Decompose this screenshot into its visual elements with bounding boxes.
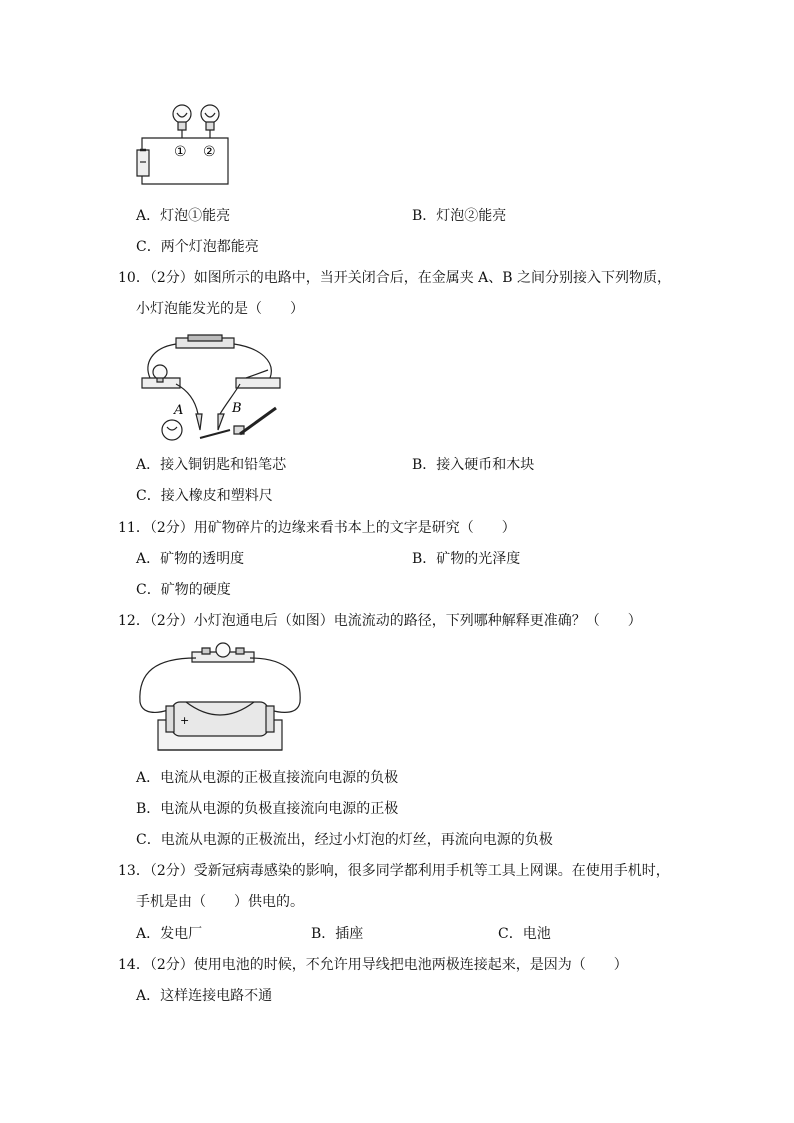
q9-bulb1-label: ① xyxy=(174,144,187,160)
q10-circuit-figure xyxy=(136,334,286,444)
q14-option-a[interactable]: A．这样连接电路不通 xyxy=(136,988,273,1004)
q10-stem-line1: 10．（2分）如图所示的电路中，当开关闭合后，在金属夹 A、B 之间分别接入下列物质， xyxy=(118,270,672,286)
q10-option-b[interactable]: B．接入硬币和木块 xyxy=(412,457,535,473)
q13-option-a[interactable]: A．发电厂 xyxy=(136,926,203,942)
q10-stem-line2: 小灯泡能发光的是（ ） xyxy=(136,301,304,317)
q11-option-b[interactable]: B．矿物的光泽度 xyxy=(412,551,521,567)
q10-option-a[interactable]: A．接入铜钥匙和铅笔芯 xyxy=(136,457,287,473)
q9-circuit-figure xyxy=(130,100,240,192)
q12-plus-label: + xyxy=(180,714,190,727)
q10-option-c[interactable]: C．接入橡皮和塑料尺 xyxy=(136,488,273,504)
q12-option-c[interactable]: C．电流从电源的正极流出，经过小灯泡的灯丝，再流向电源的负极 xyxy=(136,832,553,848)
q14-stem: 14．（2分）使用电池的时候，不允许用导线把电池两极连接起来，是因为（ ） xyxy=(118,957,628,973)
q9-bulb2-label: ② xyxy=(203,144,216,160)
q11-stem: 11．（2分）用矿物碎片的边缘来看书本上的文字是研究（ ） xyxy=(118,520,516,536)
q12-option-b[interactable]: B．电流从电源的负极直接流向电源的正极 xyxy=(136,801,399,817)
q12-option-a[interactable]: A．电流从电源的正极直接流向电源的负极 xyxy=(136,770,399,786)
q9-option-b[interactable]: B．灯泡②能亮 xyxy=(412,208,507,224)
q10-clip-b-label: B xyxy=(232,401,242,416)
q9-option-c[interactable]: C．两个灯泡都能亮 xyxy=(136,239,259,255)
q12-stem: 12．（2分）小灯泡通电后（如图）电流流动的路径，下列哪种解释更准确？（ ） xyxy=(118,613,642,629)
q13-option-b[interactable]: B．插座 xyxy=(311,926,364,942)
q13-option-c[interactable]: C．电池 xyxy=(498,926,551,942)
q13-stem-line1: 13．（2分）受新冠病毒感染的影响，很多同学都利用手机等工具上网课。在使用手机时， xyxy=(118,863,670,879)
q13-stem-line2: 手机是由（ ）供电的。 xyxy=(136,894,304,910)
q11-option-c[interactable]: C．矿物的硬度 xyxy=(136,582,231,598)
q9-option-a[interactable]: A．灯泡①能亮 xyxy=(136,208,231,224)
q11-option-a[interactable]: A．矿物的透明度 xyxy=(136,551,245,567)
q10-clip-a-label: A xyxy=(174,403,184,418)
q12-circuit-figure xyxy=(136,642,306,762)
